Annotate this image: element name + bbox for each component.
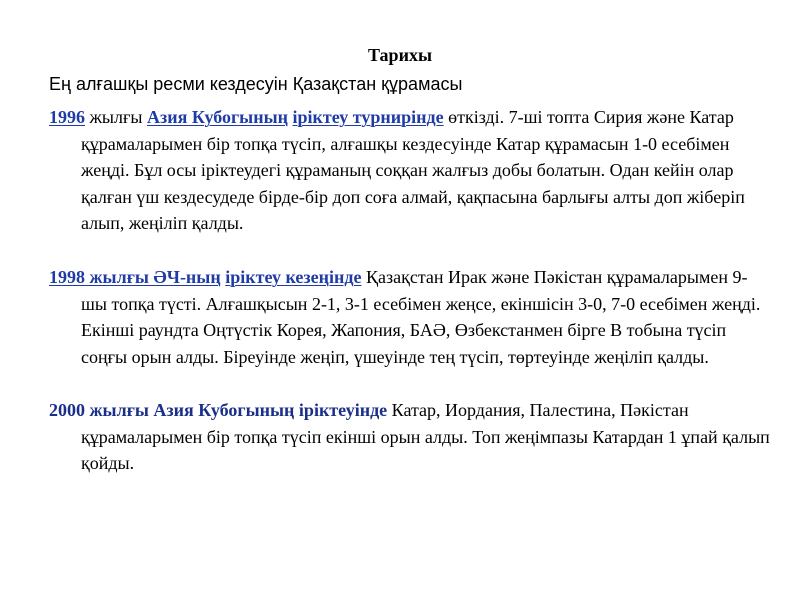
text-1996-connector: жылғы xyxy=(85,107,147,127)
section-subtitle: Ең алғашқы ресми кездесуін Қазақстан құрамасы xyxy=(49,74,463,94)
paragraph-2000 xyxy=(49,397,771,477)
text-1996-body: өткізді. 7-ші топта Сирия және Катар құрамаларымен бір топқа түсіп, алғашқы кездесуінде Катар құрамасын 1-0 есебімен жеңді. Бұл осы іріктеудегі құраманың соққан жалғыз добы болатын. Одан кейін олар қалған үш кездесудеде бірде-бір доп соға алмай, қақпасына барлығы алты доп жіберіп алып, жеңіліп қалды. xyxy=(81,107,745,233)
link-1996-year[interactable]: 1996 xyxy=(49,107,85,127)
paragraph-1998 xyxy=(49,264,771,370)
text-2000-asian-cup-qualification: 2000 жылғы Азия Кубогының іріктеуінде xyxy=(49,400,388,420)
text-1998-body: Қазақстан Ирак және Пәкістан құрамаларымен 9-шы топқа түсті. Алғашқысын 2-1, 3-1 есебімен жеңсе, екіншісін 3-0, 7-0 есебімен жеңді. Екінші раундта Оңтүстік Корея, Жапония, БАӘ, Өзбекстанмен бірге В тобына түсіп соңғы орын алды. Біреуінде жеңіп, үшеуінде тең түсіп, төртеуінде жеңіліп қалды. xyxy=(81,267,761,367)
paragraph-1996 xyxy=(49,104,771,237)
link-1998-world-cup[interactable]: 1998 жылғы ӘЧ-ның xyxy=(49,267,221,287)
link-asian-cup[interactable]: Азия Кубогының xyxy=(147,107,288,127)
link-qualification-tournament[interactable]: іріктеу турнирінде xyxy=(292,107,444,127)
page-title: Тарихы xyxy=(368,45,432,65)
text-2000-body: Катар, Иордания, Палестина, Пәкістан құрамаларымен бір топқа түсіп екінші орын алды. Топ жеңімпазы Катардан 1 ұпай қалып қойды. xyxy=(81,400,770,473)
link-qualification-stage[interactable]: іріктеу кезеңінде xyxy=(225,267,362,287)
